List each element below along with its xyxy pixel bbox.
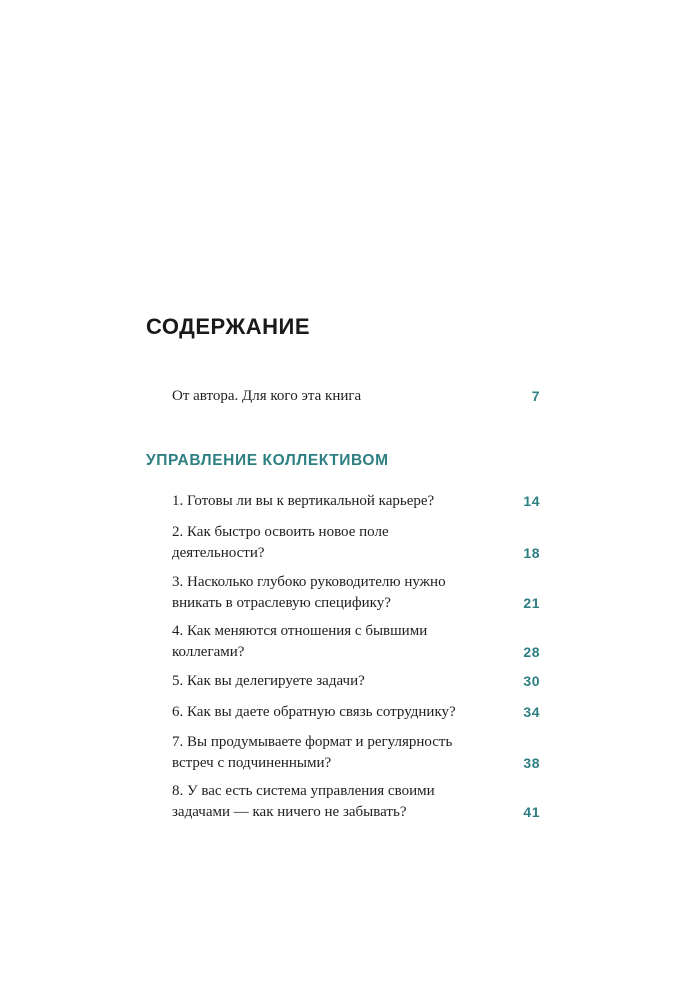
toc-entry-text: 2. Как быстро освоить новое поле деятельности?	[172, 524, 389, 561]
toc-entry-6[interactable]	[172, 702, 540, 723]
toc-entry-page-number: 18	[523, 545, 540, 561]
toc-entry-4[interactable]	[172, 621, 540, 663]
toc-entry-text: 4. Как меняются отношения с бывшими коллегами?	[172, 623, 428, 660]
toc-entry-page-number: 30	[523, 673, 540, 689]
toc-entry-page-number: 34	[523, 704, 540, 720]
toc-entry-page-number: 38	[523, 755, 540, 771]
section-title: УПРАВЛЕНИЕ КОЛЛЕКТИВОМ	[146, 452, 389, 469]
toc-entry-3[interactable]	[172, 572, 540, 614]
toc-entry-page-number: 28	[523, 644, 540, 660]
toc-entry-5[interactable]	[172, 671, 540, 692]
toc-entry-1[interactable]	[172, 491, 540, 512]
toc-entry-text: 1. Готовы ли вы к вертикальной карьере?	[172, 493, 435, 509]
toc-title: СОДЕРЖАНИЕ	[146, 314, 311, 339]
toc-entry-text: 7. Вы продумываете формат и регулярность встреч с подчиненными?	[172, 734, 453, 771]
toc-entry-page-number: 21	[523, 595, 540, 611]
toc-entry-page-number: 14	[523, 493, 540, 509]
toc-entry-page-number: 41	[523, 804, 540, 820]
toc-entry-text: От автора. Для кого эта книга	[172, 388, 362, 404]
toc-entry-text: 8. У вас есть система управления своими задачами — как ничего не забывать?	[172, 783, 435, 820]
toc-entry-intro[interactable]	[172, 386, 540, 407]
toc-entry-text: 5. Как вы делегируете задачи?	[172, 673, 365, 689]
toc-entry-7[interactable]	[172, 732, 540, 774]
toc-entry-8[interactable]	[172, 781, 540, 823]
toc-entry-text: 3. Насколько глубоко руководителю нужно вникать в отраслевую специфику?	[172, 574, 446, 611]
toc-entry-text: 6. Как вы даете обратную связь сотруднику?	[172, 704, 456, 720]
toc-entry-page-number: 7	[531, 388, 540, 404]
toc-entry-2[interactable]	[172, 522, 540, 564]
